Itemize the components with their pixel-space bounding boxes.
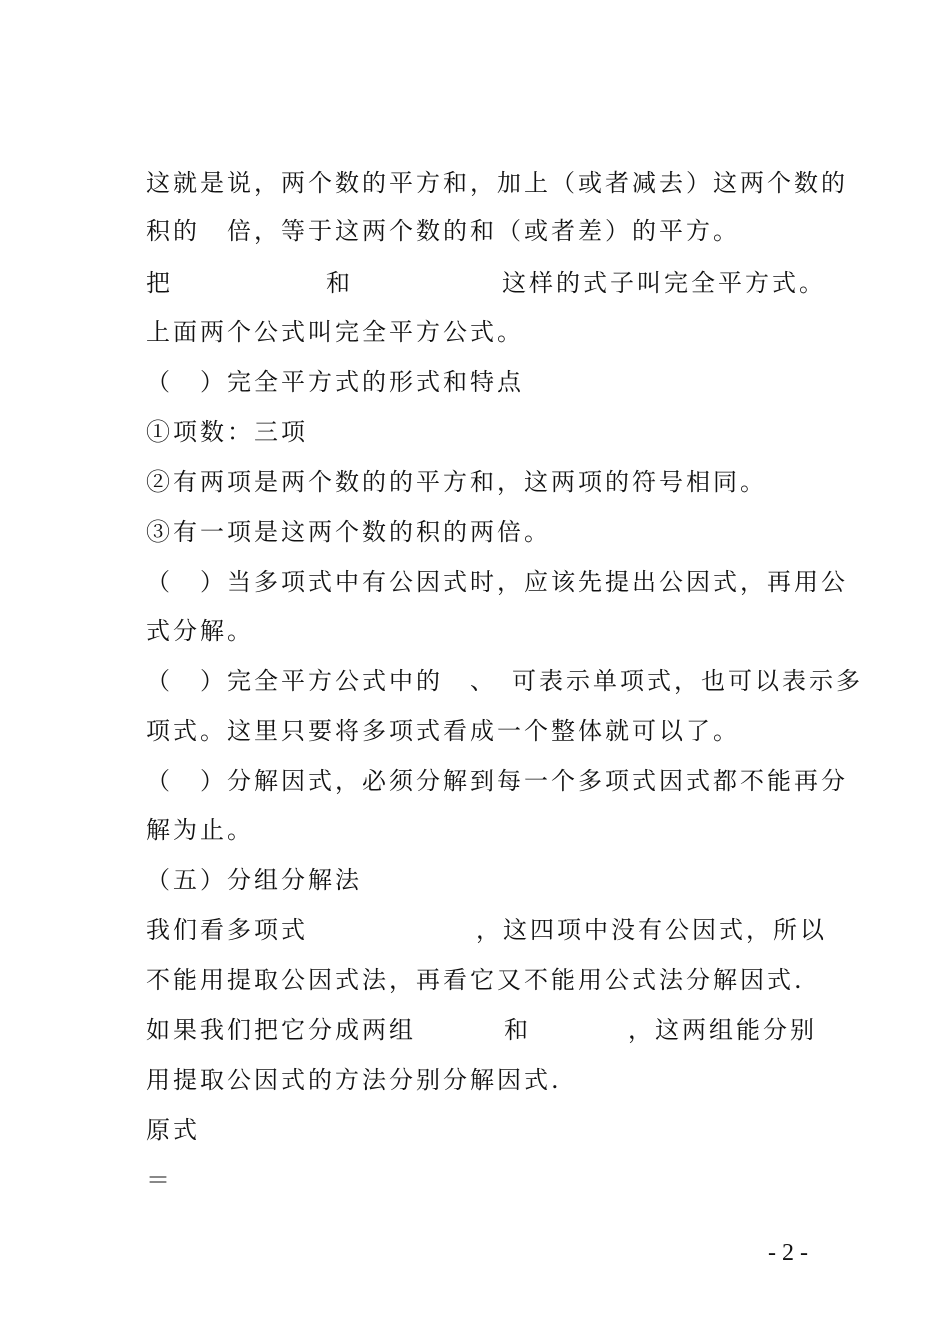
paragraph-line: 用提取公因式的方法分别分解因式. [146,1066,562,1094]
paragraph-line: 项式。这里只要将多项式看成一个整体就可以了。 [146,717,740,745]
text-fragment: 这样的式子叫完全平方式。 [502,269,826,297]
paragraph-line: 不能用提取公因式法，再看它又不能用公式法分解因式. [146,966,805,994]
paragraph-line: 原式 [146,1116,200,1144]
paragraph-line: 积的 倍，等于这两个数的和（或者差）的平方。 [146,217,740,245]
text-fragment: 把 [146,269,173,297]
paragraph-line: 解为止。 [146,816,254,844]
paragraph-line: （ ）分解因式，必须分解到每一个多项式因式都不能再分 [146,767,848,795]
text-fragment: ，这四项中没有公因式，所以 [476,916,827,944]
paragraph-line: 这就是说，两个数的平方和，加上（或者减去）这两个数的 [146,169,848,197]
text-fragment: 如果我们把它分成两组 [146,1016,416,1044]
paragraph-line: （ ）当多项式中有公因式时，应该先提出公因式，再用公 [146,568,848,596]
text-fragment: 和 [326,269,353,297]
page-number: - 2 - [768,1240,808,1266]
list-item: ①项数：三项 [146,418,308,446]
list-item: ③有一项是这两个数的积的两倍。 [146,518,551,546]
list-item: ②有两项是两个数的的平方和，这两项的符号相同。 [146,468,767,496]
text-fragment: ，这两组能分别 [628,1016,817,1044]
paragraph-line: （ ）完全平方公式中的 、 可表示单项式，也可以表示多 [146,667,863,695]
text-fragment: 我们看多项式 [146,916,308,944]
section-heading: （ ）完全平方式的形式和特点 [146,368,524,396]
section-heading: （五）分组分解法 [146,866,362,894]
text-fragment: 和 [504,1016,531,1044]
paragraph-line: 上面两个公式叫完全平方公式。 [146,318,524,346]
paragraph-line: 式分解。 [146,617,254,645]
equation-line: ＝ [146,1166,173,1194]
